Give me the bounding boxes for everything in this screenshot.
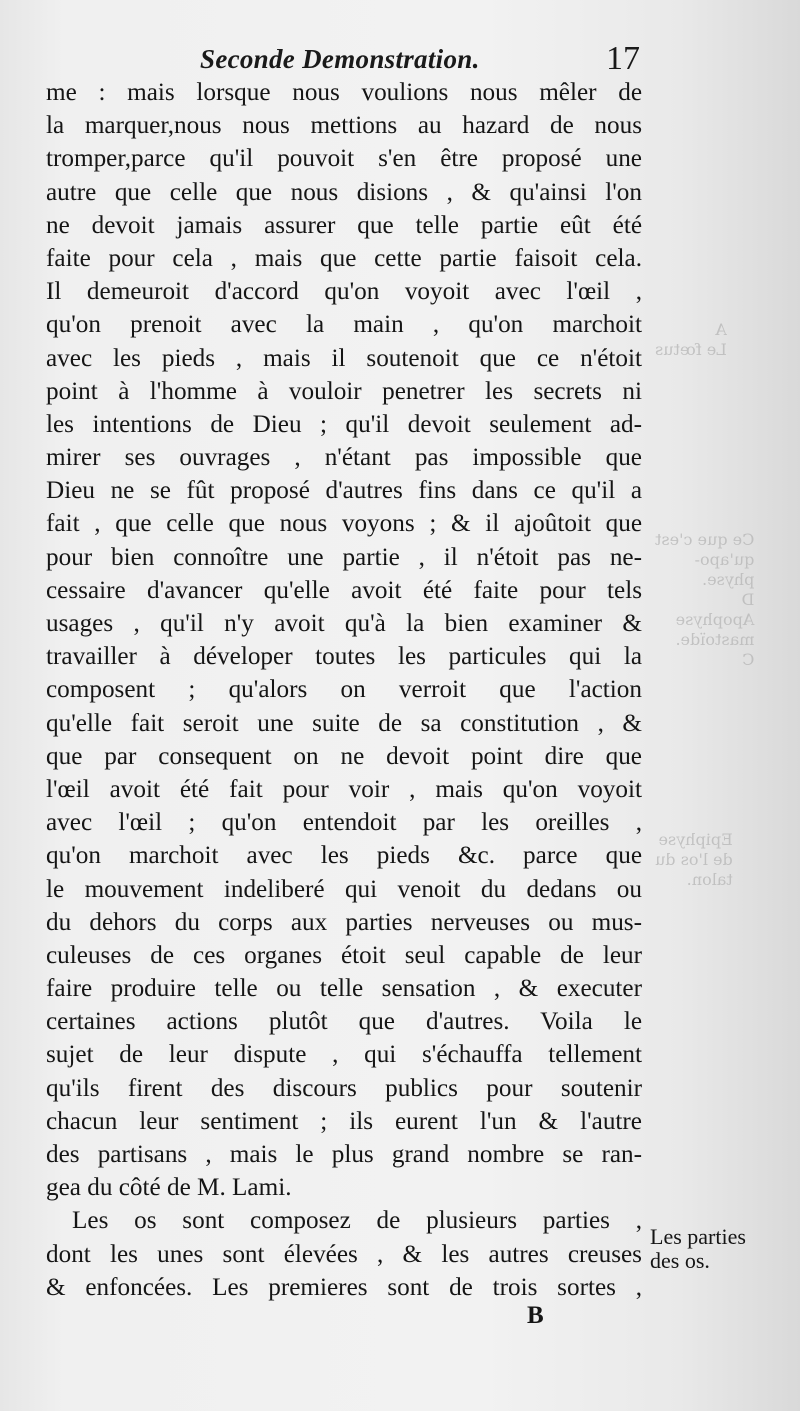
text-line: fait , que celle que nous voyons ; & il ajoûtoit que: [46, 510, 642, 538]
text-line: qu'on marchoit avec les pieds &c. parce que: [46, 842, 642, 870]
text-line: certaines actions plutôt que d'autres. Voila le: [46, 1008, 642, 1036]
text-line: ne devoit jamais assurer que telle partie eût été: [46, 211, 642, 239]
text-line: chacun leur sentiment ; ils eurent l'un & l'autre: [46, 1107, 642, 1135]
bleed-through-text: Ce que c'est qu'apo- physe. D Apophyse mastoïde. C: [655, 530, 755, 669]
text-line: culeuses de ces organes étoit seul capable de leur: [46, 941, 642, 969]
signature-mark: B: [527, 1302, 544, 1329]
text-line: me : mais lorsque nous voulions nous mêler de: [46, 79, 642, 106]
text-line: mirer ses ouvrages , n'étant pas impossible que: [46, 444, 642, 472]
text-line: Les os sont composez de plusieurs parties ,: [72, 1207, 642, 1235]
text-line: que par consequent on ne devoit point dire que: [46, 742, 642, 770]
text-line: faite pour cela , mais que cette partie faisoit cela.: [46, 244, 642, 272]
page-number: 17: [606, 40, 640, 77]
text-line: gea du côté de M. Lami.: [46, 1174, 292, 1202]
text-line: sujet de leur dispute , qui s'échauffa tellement: [46, 1041, 642, 1069]
margin-note-line: Les parties: [650, 1224, 746, 1249]
text-line: qu'on prenoit avec la main , qu'on marchoit: [46, 311, 642, 339]
text-line: point à l'homme à vouloir penetrer les secrets ni: [46, 377, 642, 405]
text-line: les intentions de Dieu ; qu'il devoit seulement ad-: [46, 410, 642, 438]
text-line: composent ; qu'alors on verroit que l'action: [46, 676, 642, 704]
text-line: la marquer,nous nous mettions au hazard de nous: [46, 112, 642, 140]
text-line: dont les unes sont élevées , & les autres creuses: [46, 1240, 642, 1268]
text-line: faire produire telle ou telle sensation , & executer: [46, 975, 642, 1003]
text-line: avec l'œil ; qu'on entendoit par les oreilles ,: [46, 809, 642, 837]
margin-note-line: des os.: [650, 1248, 710, 1273]
text-line: le mouvement indeliberé qui venoit du dedans ou: [46, 875, 642, 903]
text-line: travailler à déveloper toutes les particules qui la: [46, 643, 642, 671]
bleed-through-text: Epiphyse de l'os du talon.: [655, 830, 733, 889]
text-line: pour bien connoître une partie , il n'étoit pas ne-: [46, 543, 642, 571]
bleed-through-text: A Le fœtus: [655, 320, 727, 359]
text-line: du dehors du corps aux parties nerveuses ou mus-: [46, 908, 642, 936]
body-text: [46, 76, 642, 1304]
text-line: autre que celle que nous disions , & qu'ainsi l'on: [46, 178, 642, 206]
text-line: l'œil avoit été fait pour voir , mais qu'on voyoit: [46, 775, 642, 803]
text-line: Il demeuroit d'accord qu'on voyoit avec l'œil ,: [46, 278, 642, 306]
text-line: cessaire d'avancer qu'elle avoit été faite pour tels: [46, 576, 642, 604]
text-line: avec les pieds , mais il soutenoit que ce n'étoit: [46, 344, 642, 372]
text-line: & enfoncées. Les premieres sont de trois sortes ,: [46, 1273, 642, 1301]
text-line: qu'ils firent des discours publics pour soutenir: [46, 1074, 642, 1102]
text-line: Dieu ne se fût proposé d'autres fins dans ce qu'il a: [46, 477, 642, 505]
margin-note: [650, 1225, 795, 1273]
running-head: Seconde Demonstration.: [200, 44, 480, 74]
text-line: des partisans , mais le plus grand nombre se ran-: [46, 1141, 642, 1168]
text-line: qu'elle fait seroit une suite de sa constitution , &: [46, 709, 642, 737]
text-line: usages , qu'il n'y avoit qu'à la bien examiner &: [46, 610, 642, 637]
text-line: tromper,parce qu'il pouvoit s'en être proposé une: [46, 145, 642, 173]
